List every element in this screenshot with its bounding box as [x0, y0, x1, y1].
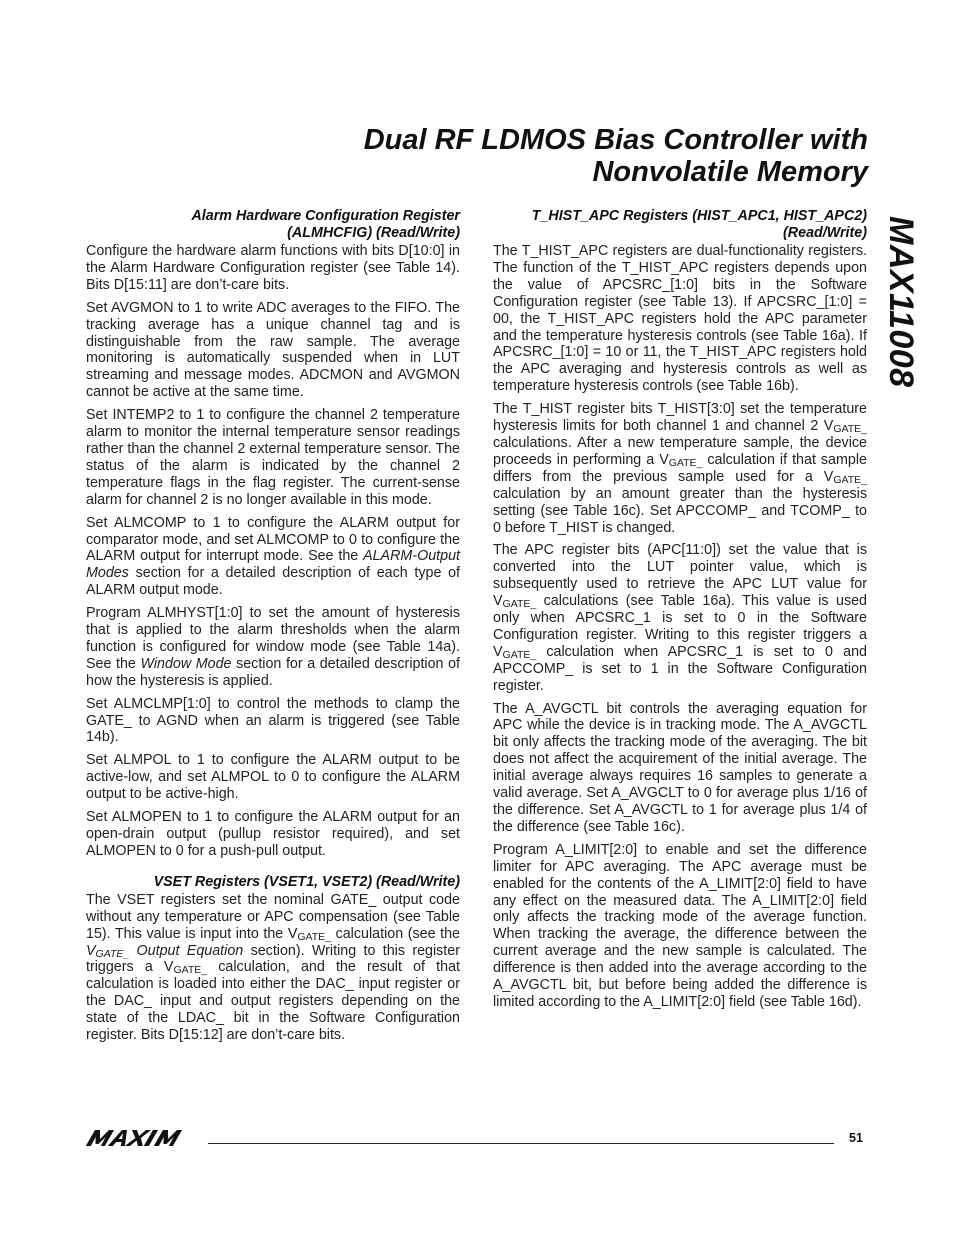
text-run: calculation by an amount greater than the hysteresis setting (see Table 16c). Set APCCOMP_ and TCOMP_ to 0 before T_HIST is changed. — [493, 485, 867, 536]
almhcfig-heading — [86, 208, 460, 242]
text-run: calculations. After a new temperature sample, the device proceeds in performing a V — [493, 434, 867, 468]
hist-apc-heading-line-2: (Read/Write) — [783, 225, 867, 241]
subscript: GATE_ — [297, 930, 332, 943]
paragraph: The T_HIST_APC registers are dual-functionality registers. The function of the T_HIST_APC registers depends upon the value of APCSRC_[1:0] bits in the Software Configuration register (see Table 13). If APCSRC_[1:0] = 00, the T_HIST_APC registers hold the APC parameter and the temperature hysteresis controls (see Table 16a). If APCSRC_[1:0] = 10 or 11, the T_HIST_APC registers hold the APC averaging and hysteresis controls as well as temperature hysteresis controls (see Table 16b). — [493, 243, 867, 395]
paragraph: The A_AVGCTL bit controls the averaging equation for APC while the device is in tracking mode. The A_AVGCTL bit only affects the tracking mode of the averaging. The bit does not affect the acquirement of the initial average. The initial average always requires 16 samples to generate a valid average. Set A_AVGCLT to 0 for average plus 1/16 of the difference. Set A_AVGCTL to 1 for average plus 1/4 of the difference (see Table 16c). — [493, 700, 867, 835]
text-run: The T_HIST register bits T_HIST[3:0] set the temperature hysteresis limits for both channel 1 and channel 2 V — [493, 401, 867, 435]
paragraph — [493, 401, 867, 536]
hist-apc-heading-line-1: T_HIST_APC Registers (HIST_APC1, HIST_APC2) — [531, 208, 867, 224]
footer-rule — [208, 1143, 834, 1144]
subscript: GATE_ — [833, 423, 867, 436]
paragraph: Set INTEMP2 to 1 to configure the channel 2 temperature alarm to monitor the internal temperature sensor readings rather than the channel 2 external temperature sensor. The status of the alarm is indicated by the channel 2 temperature flags in the flag register. The current-sense alarm for channel 2 is no longer available in this mode. — [86, 407, 460, 508]
title-line-1: Dual RF LDMOS Bias Controller with — [363, 124, 868, 156]
text-run: The VSET registers set the nominal GATE_ output code without any temperature or APC compensation (see Table 15). This value is input into the V — [86, 891, 460, 942]
subscript: GATE_ — [833, 473, 867, 486]
text-run: The APC register bits (APC[11:0]) set the value that is converted into the LUT pointer value, which is subsequently used to retrieve the APC LUT value for V — [493, 542, 867, 610]
section-reference: ALARM-Output Modes — [86, 548, 460, 582]
hist-apc-heading — [493, 208, 867, 242]
paragraph — [86, 892, 460, 1044]
section-reference: Window Mode — [140, 655, 232, 672]
part-number-side-label: MAX11008 — [882, 216, 920, 388]
text-run: calculation, and the result of that calculation is loaded into either the DAC_ input register or the DAC_ input and output registers depending on the state of the LDAC_ bit in the Software Configuration register. Bits D[15:12] are don’t-care bits. — [86, 959, 460, 1044]
paragraph: Set ALMOPEN to 1 to configure the ALARM output for an open-drain output (pullup resistor required), and set ALMOPEN to 0 for a push-pull output. — [86, 809, 460, 859]
paragraph: Set AVGMON to 1 to write ADC averages to the FIFO. The tracking average has a unique channel tag and is distinguishable from the raw sample. The average monitoring is automatically suspended when in LUT streaming and message modes. ADCMON and AVGMON cannot be active at the same time. — [86, 299, 460, 401]
paragraph: Set ALMPOL to 1 to configure the ALARM output to be active-low, and set ALMPOL to 0 to configure the ALARM output to be active-high. — [86, 752, 460, 803]
subscript: GATE_ — [502, 598, 537, 611]
text-run: Program ALMHYST[1:0] to set the amount of hysteresis that is applied to the alarm thresholds when the alarm function is configured for window mode (see Table 14a). See the — [86, 605, 460, 672]
subscript: GATE_ — [173, 964, 208, 977]
text-run: section). Writing to this register triggers a V — [86, 942, 460, 976]
subscript: GATE_ — [502, 648, 537, 661]
text-run: calculation if that sample differs from the previous sample used for a V — [493, 451, 867, 485]
paragraph: Configure the hardware alarm functions with bits D[10:0] in the Alarm Hardware Configuration register (see Table 14). Bits D[15:11] are don’t-care bits. — [86, 243, 460, 293]
text-run: calculation when APCSRC_1 is set to 0 and APCCOMP_ is set to 1 in the Software Configuration register. — [493, 643, 867, 694]
paragraph: Set ALMCLMP[1:0] to control the methods to clamp the GATE_ to AGND when an alarm is triggered (see Table 14b). — [86, 695, 460, 746]
paragraph — [86, 515, 460, 600]
text-run: calculation (see the — [331, 925, 460, 942]
maxim-logo — [86, 1130, 198, 1146]
text-run: section for a detailed description of how the hysteresis is applied. — [86, 655, 460, 689]
right-column — [493, 208, 867, 1017]
page-title — [168, 124, 868, 188]
text-run: Output Equation — [129, 942, 244, 959]
title-line-2: Nonvolatile Memory — [592, 156, 868, 188]
page-number: 51 — [849, 1131, 863, 1145]
text-run: V — [86, 942, 96, 959]
left-column — [86, 208, 460, 1050]
almhcfig-heading-line-2: (ALMHCFIG) (Read/Write) — [287, 225, 460, 241]
section-reference — [86, 943, 243, 959]
paragraph — [86, 605, 460, 690]
subscript: GATE_ — [668, 456, 703, 469]
subscript: GATE_ — [95, 947, 130, 960]
text-run: calculations (see Table 16a). This value is used only when APCSRC_1 is set to 0 in the Software Configuration register. Writing to this register triggers a V — [493, 593, 867, 660]
text-run: Set ALMCOMP to 1 to configure the ALARM output for comparator mode, and set ALMCOMP to 0 to configure the ALARM output for interrupt mode. See the — [86, 514, 460, 565]
paragraph: Program A_LIMIT[2:0] to enable and set the difference limiter for APC averaging. The APC average must be enabled for the contents of the A_LIMIT[2:0] field to have any effect on the measured data. The A_LIMIT[2:0] field only affects the tracking mode of the average function. When tracking the average, the difference between the current average and the new sample is calculated. The difference is then added into the average according to the A_AVGCTL bit, but before being added the difference is limited according to the A_LIMIT[2:0] field (see Table 16d). — [493, 841, 867, 1010]
almhcfig-heading-line-1: Alarm Hardware Configuration Register — [191, 208, 460, 224]
paragraph — [493, 542, 867, 694]
vset-heading: VSET Registers (VSET1, VSET2) (Read/Write) — [153, 873, 460, 890]
text-run: section for a detailed description of each type of ALARM output mode. — [86, 565, 460, 599]
